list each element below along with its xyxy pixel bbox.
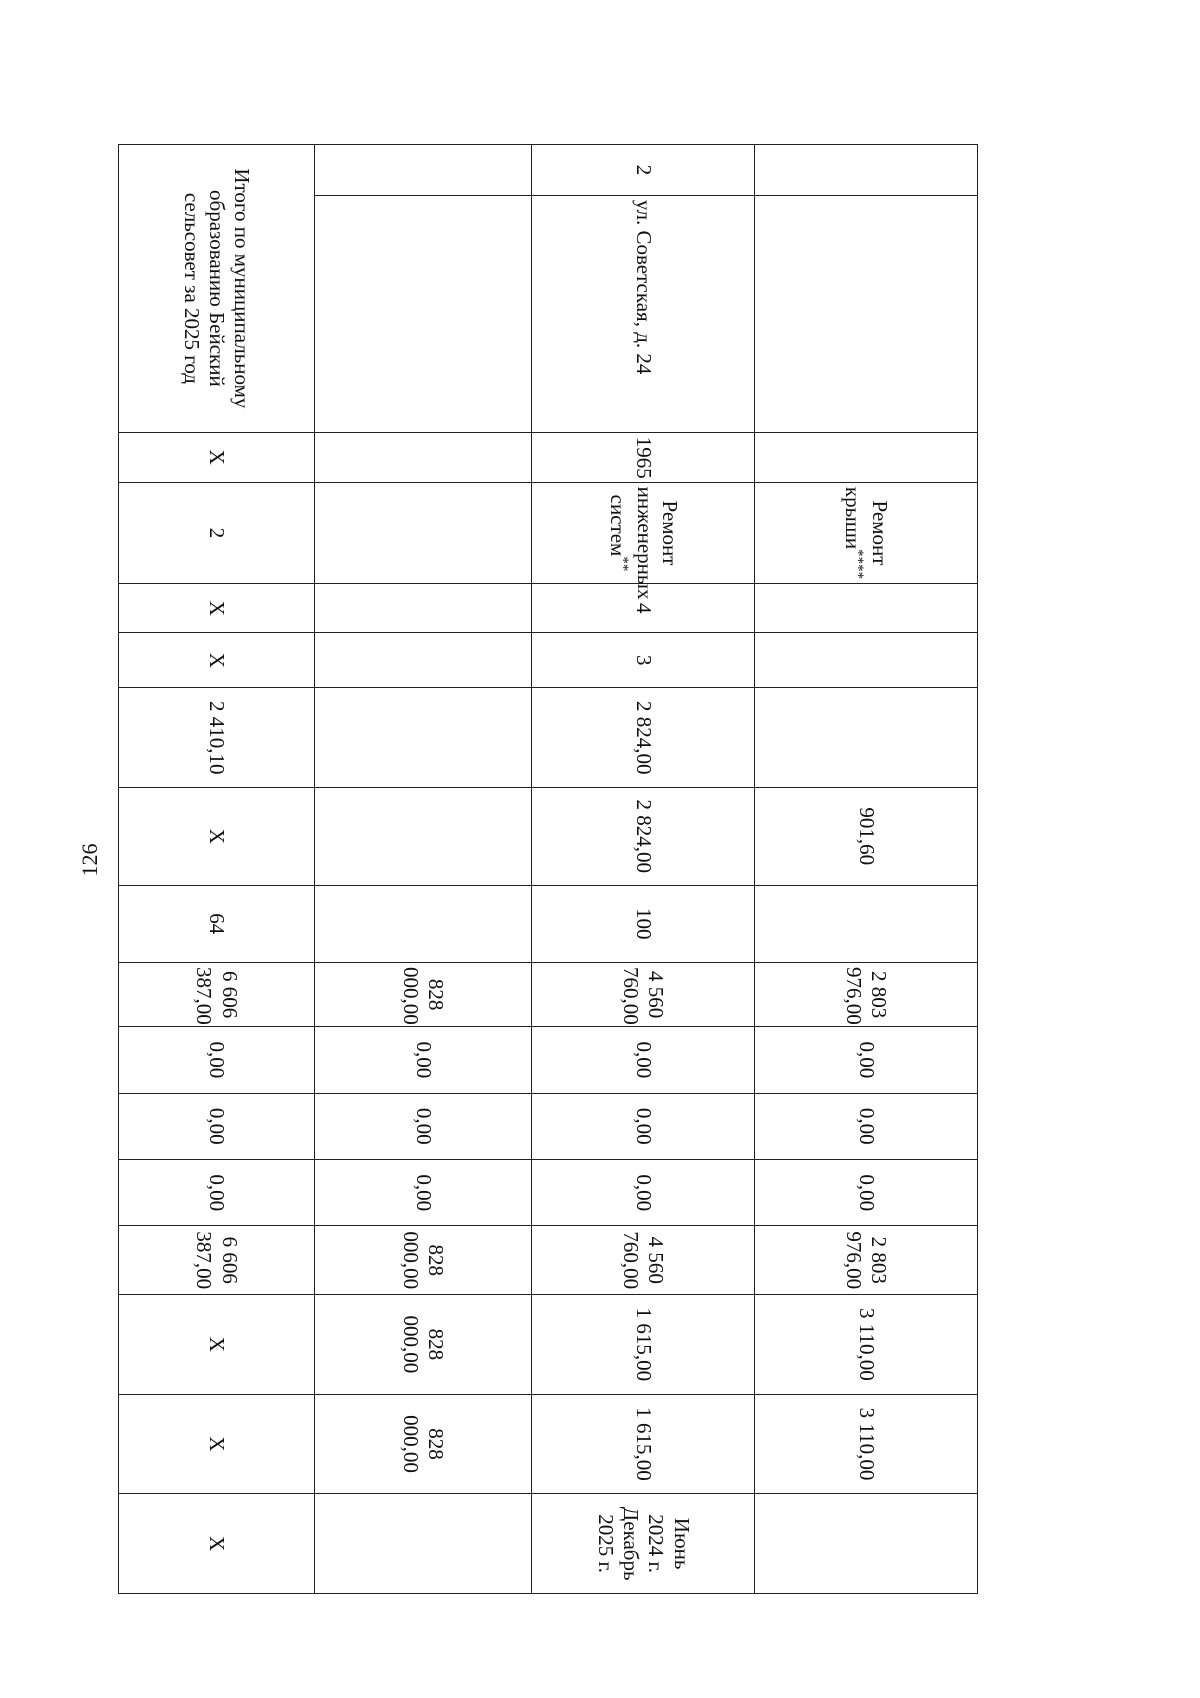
cell-total-period: X — [119, 1494, 315, 1594]
cell-empty — [314, 633, 531, 688]
cell-total-unit-cost: X — [119, 1295, 315, 1395]
cell-unit-cost-extra: 828 000,00 — [314, 1295, 531, 1395]
table-row-roof — [755, 145, 978, 1594]
cell-address: ул. Советская, д. 24 — [532, 195, 755, 432]
cell-empty — [314, 432, 531, 482]
cell-cost-regional-extra: 0,00 — [314, 1093, 531, 1159]
cell-cost-local-extra: 0,00 — [314, 1160, 531, 1226]
cell-total-area-total: 2 410,10 — [119, 688, 315, 788]
cell-empty — [314, 688, 531, 788]
cell-cost-fund: 0,00 — [532, 1027, 755, 1093]
cell-area-living-roof: 901,60 — [755, 788, 978, 885]
cell-cost-owners-roof: 2 803 976,00 — [755, 1226, 978, 1295]
cell-total-max-unit-cost: X — [119, 1394, 315, 1494]
cell-total-cost-regional: 0,00 — [119, 1093, 315, 1159]
cell-max-unit-cost-roof: 3 110,00 — [755, 1394, 978, 1494]
table-row-extra — [314, 145, 531, 1594]
cell-empty — [314, 482, 531, 584]
cell-total-entrances: X — [119, 633, 315, 688]
cell-empty — [755, 145, 978, 196]
cell-area-total: 2 824,00 — [532, 688, 755, 788]
cell-floors: 4 — [532, 584, 755, 633]
cell-total-cost-fund: 0,00 — [119, 1027, 315, 1093]
cell-area-living: 2 824,00 — [532, 788, 755, 885]
cell-max-unit-cost-extra: 828 000,00 — [314, 1394, 531, 1494]
cell-cost-fund-extra: 0,00 — [314, 1027, 531, 1093]
cell-total-cost-local: 0,00 — [119, 1160, 315, 1226]
cell-empty — [314, 1494, 531, 1594]
cell-empty — [314, 788, 531, 885]
rotated-table-container — [118, 144, 978, 1594]
cell-cost-local-roof: 0,00 — [755, 1160, 978, 1226]
cell-total-residents: 64 — [119, 885, 315, 962]
cell-unit-cost-roof: 3 110,00 — [755, 1295, 978, 1395]
cell-max-unit-cost: 1 615,00 — [532, 1394, 755, 1494]
cell-empty — [314, 584, 531, 633]
cell-total-label: Итого по муниципальному образованию Бейский сельсовет за 2025 год — [119, 145, 315, 433]
cell-works-roof: Ремонт крыши**** — [755, 482, 978, 584]
cell-entrances: 3 — [532, 633, 755, 688]
cell-total-works: 2 — [119, 482, 315, 584]
cell-empty — [755, 1494, 978, 1594]
table-row-total — [119, 145, 315, 1594]
table-row-address — [532, 145, 755, 1594]
cell-empty — [755, 195, 978, 432]
cell-total-year: X — [119, 432, 315, 482]
cell-number: 2 — [532, 145, 755, 196]
cell-cost-regional: 0,00 — [532, 1093, 755, 1159]
cell-cost-owners-extra: 828 000,00 — [314, 1226, 531, 1295]
cell-period: Июнь 2024 г. Декабрь 2025 г. — [532, 1494, 755, 1594]
cell-works-engineering: Ремонт инженерных систем** — [532, 482, 755, 584]
cell-total-cost-owners: 6 606 387,00 — [119, 1226, 315, 1295]
cell-cost-regional-roof: 0,00 — [755, 1093, 978, 1159]
cell-cost-owners: 4 560 760,00 — [532, 1226, 755, 1295]
cell-cost-total: 4 560 760,00 — [532, 962, 755, 1026]
cell-empty — [755, 584, 978, 633]
cell-cost-local: 0,00 — [532, 1160, 755, 1226]
cell-empty — [755, 688, 978, 788]
cell-total-floors: X — [119, 584, 315, 633]
repair-program-table — [118, 144, 978, 1594]
cell-cost-fund-roof: 0,00 — [755, 1027, 978, 1093]
cell-total-cost-total: 6 606 387,00 — [119, 962, 315, 1026]
cell-empty — [755, 885, 978, 962]
cell-unit-cost: 1 615,00 — [532, 1295, 755, 1395]
cell-residents: 100 — [532, 885, 755, 962]
cell-total-area-living: X — [119, 788, 315, 885]
cell-empty — [314, 885, 531, 962]
cell-empty — [314, 145, 531, 196]
cell-empty — [755, 432, 978, 482]
cell-empty — [755, 633, 978, 688]
cell-cost-total-extra: 828 000,00 — [314, 962, 531, 1026]
cell-cost-total-roof: 2 803 976,00 — [755, 962, 978, 1026]
cell-empty — [314, 195, 531, 432]
cell-year: 1965 — [532, 432, 755, 482]
page-number: 126 — [77, 843, 102, 877]
